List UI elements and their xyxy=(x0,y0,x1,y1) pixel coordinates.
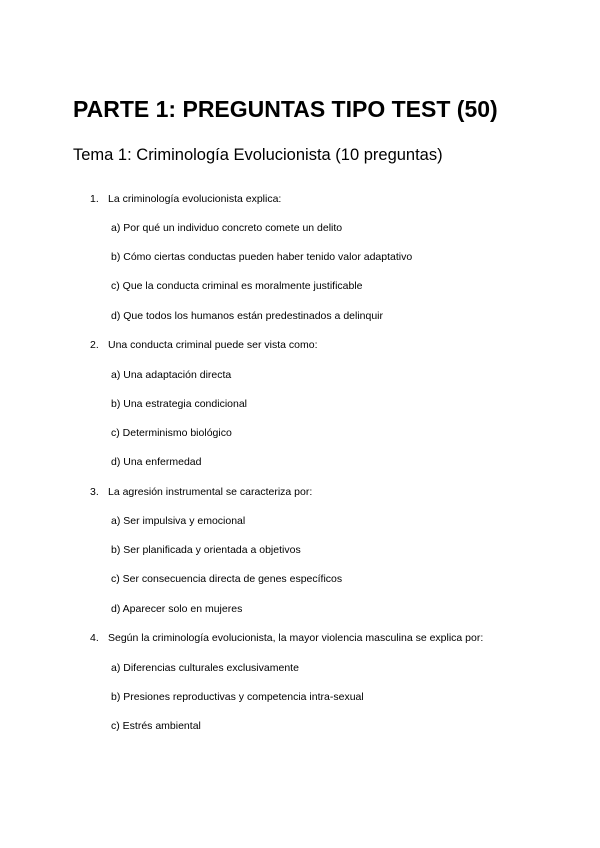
question-2 xyxy=(90,339,318,351)
option-4c: c) Estrés ambiental xyxy=(111,720,201,732)
question-4 xyxy=(90,632,483,644)
question-text: Según la criminología evolucionista, la mayor violencia masculina se explica por: xyxy=(108,632,484,644)
section-heading: Tema 1: Criminología Evolucionista (10 preguntas) xyxy=(73,146,443,164)
question-number: 2. xyxy=(90,339,99,351)
option-4b: b) Presiones reproductivas y competencia intra-sexual xyxy=(111,691,364,703)
question-text: Una conducta criminal puede ser vista como: xyxy=(108,339,318,351)
question-3 xyxy=(90,486,312,498)
question-number: 1. xyxy=(90,193,99,205)
option-2b: b) Una estrategia condicional xyxy=(111,398,247,410)
option-4a: a) Diferencias culturales exclusivamente xyxy=(111,662,299,674)
option-2d: d) Una enfermedad xyxy=(111,456,202,468)
option-1a: a) Por qué un individuo concreto comete un delito xyxy=(111,222,343,234)
option-2c: c) Determinismo biológico xyxy=(111,427,232,439)
option-1c: c) Que la conducta criminal es moralmente justificable xyxy=(111,280,363,292)
option-3a: a) Ser impulsiva y emocional xyxy=(111,515,246,527)
option-2a: a) Una adaptación directa xyxy=(111,369,232,381)
option-1d: d) Que todos los humanos están predestinados a delinquir xyxy=(111,310,384,322)
question-text: La agresión instrumental se caracteriza por: xyxy=(108,486,313,498)
option-3d: d) Aparecer solo en mujeres xyxy=(111,603,243,615)
option-1b: b) Cómo ciertas conductas pueden haber tenido valor adaptativo xyxy=(111,251,413,263)
question-1 xyxy=(90,193,281,205)
page-title: PARTE 1: PREGUNTAS TIPO TEST (50) xyxy=(73,96,498,122)
question-number: 3. xyxy=(90,486,99,498)
question-text: La criminología evolucionista explica: xyxy=(108,193,282,205)
option-3b: b) Ser planificada y orientada a objetivos xyxy=(111,544,301,556)
option-3c: c) Ser consecuencia directa de genes específicos xyxy=(111,573,343,585)
question-number: 4. xyxy=(90,632,99,644)
